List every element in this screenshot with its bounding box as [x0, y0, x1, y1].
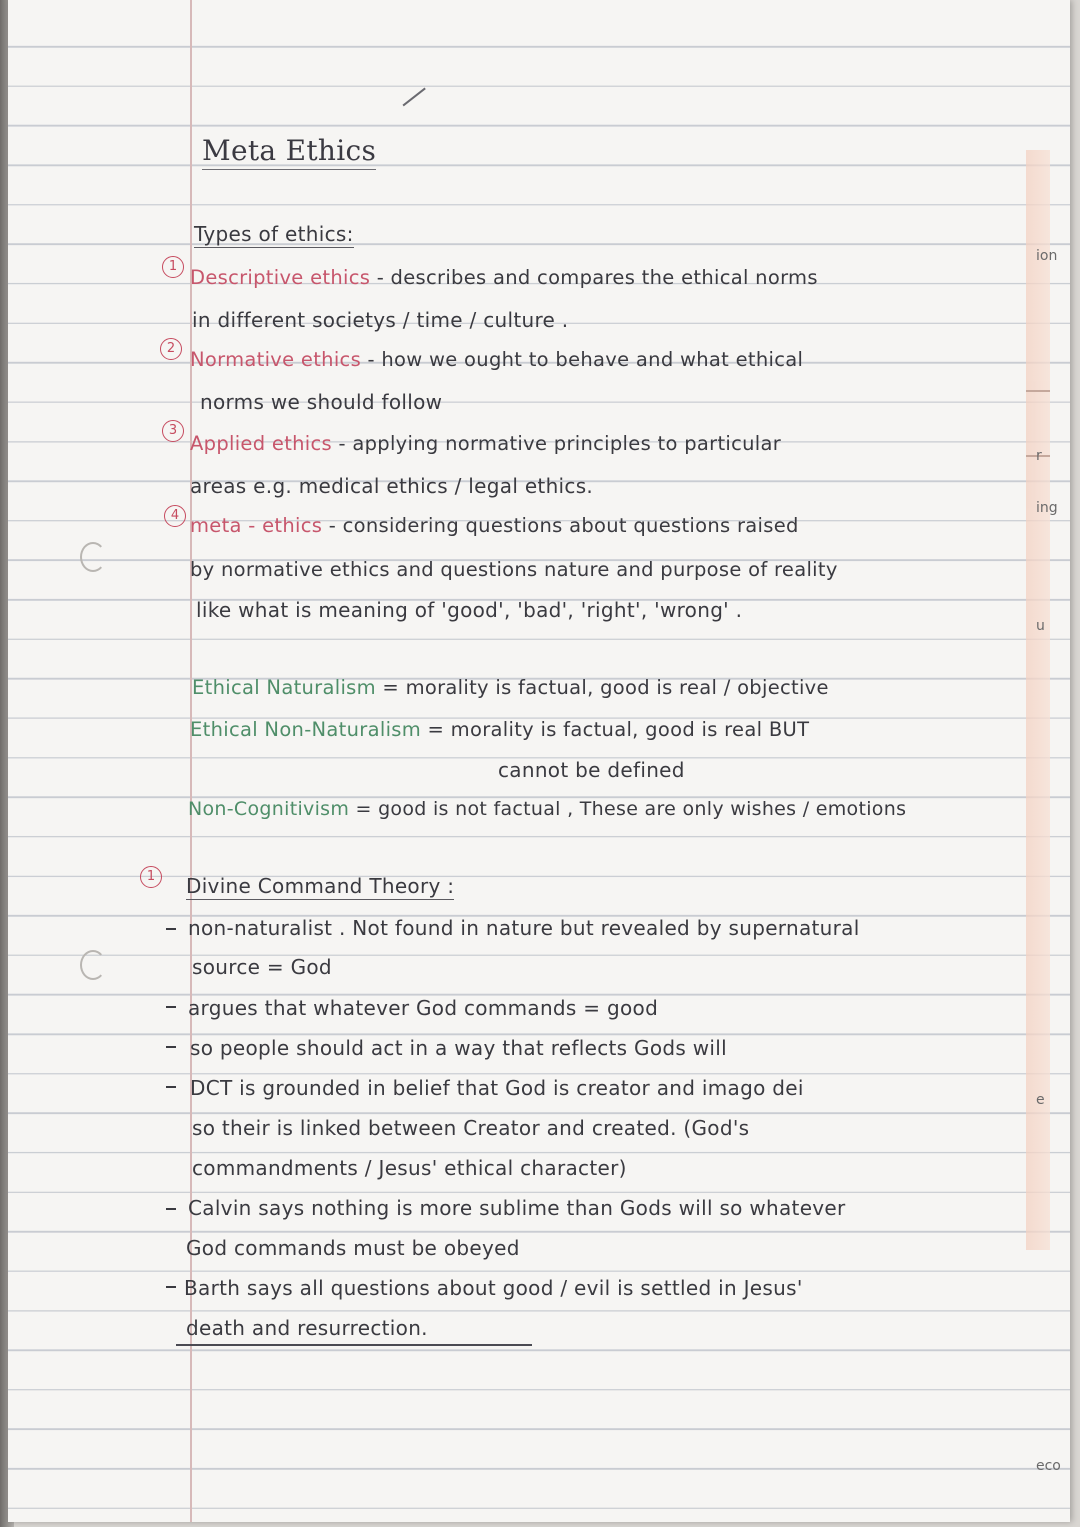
number-circle: 3 [162, 420, 184, 442]
theory-term: Ethical Naturalism [192, 676, 376, 699]
edge-text: ing [1036, 500, 1058, 516]
theory-item [190, 718, 809, 741]
bullet-dash [166, 1046, 176, 1048]
theory-definition-continuation: cannot be defined [498, 758, 685, 782]
bullet-dash [166, 1208, 176, 1210]
list-item-continuation: by normative ethics and questions nature and purpose of reality [190, 558, 838, 581]
term: meta - ethics [190, 514, 323, 537]
edge-text: u [1036, 618, 1045, 634]
page-title: Meta Ethics [202, 134, 376, 170]
bullet-line: God commands must be obeyed [186, 1236, 520, 1260]
list-item [190, 266, 818, 289]
term: Descriptive ethics [190, 266, 371, 289]
bullet-line: non-naturalist . Not found in nature but revealed by supernatural [188, 916, 860, 940]
bullet-line: death and resurrection. [186, 1316, 428, 1340]
term: Applied ethics [190, 432, 333, 455]
definition: - describes and compares the ethical norms [370, 266, 818, 289]
number-circle: 1 [140, 866, 162, 888]
list-item-continuation: like what is meaning of 'good', 'bad', 'right', 'wrong' . [196, 598, 743, 622]
bullet-line: Calvin says nothing is more sublime than Gods will so whatever [188, 1196, 846, 1220]
theory-item [188, 798, 906, 820]
punch-hole [80, 950, 106, 980]
punch-hole [80, 542, 106, 572]
bullet-dash [166, 928, 176, 930]
list-item [190, 514, 799, 537]
bullet-dash [166, 1286, 176, 1288]
edge-text: e [1036, 1092, 1045, 1108]
bullet-line: so people should act in a way that reflects Gods will [190, 1036, 727, 1060]
theory-definition: = morality is factual, good is real / objective [375, 676, 829, 699]
theory-definition: = morality is factual, good is real BUT [421, 718, 810, 741]
bullet-line: DCT is grounded in belief that God is creator and imago dei [190, 1076, 804, 1100]
bullet-line: so their is linked between Creator and created. (God's [192, 1116, 750, 1140]
edge-text: eco [1036, 1458, 1061, 1474]
bullet-line: source = God [192, 955, 332, 979]
page-tab-strip [1026, 150, 1050, 1250]
list-item [190, 348, 803, 371]
definition: - considering questions about questions raised [322, 514, 799, 537]
bullet-line: Barth says all questions about good / evil is settled in Jesus' [184, 1276, 803, 1300]
edge-text: r [1036, 448, 1042, 464]
theory-term: Non-Cognitivism [188, 798, 350, 820]
theory-definition: = good is not factual , These are only wishes / emotions [349, 798, 907, 820]
list-item-continuation: norms we should follow [200, 390, 443, 414]
list-item [190, 432, 781, 455]
list-item-continuation: areas e.g. medical ethics / legal ethics. [190, 474, 594, 498]
number-circle: 1 [162, 256, 184, 278]
theory-item [192, 676, 829, 699]
section-heading: Divine Command Theory : [186, 874, 455, 898]
number-circle: 4 [164, 505, 186, 527]
term: Normative ethics [190, 348, 362, 371]
underline-rule [176, 1344, 532, 1346]
edge-text: ion [1036, 248, 1058, 264]
definition: - applying normative principles to particular [332, 432, 782, 455]
list-item-continuation: in different societys / time / culture . [192, 308, 569, 332]
definition: - how we ought to behave and what ethical [361, 348, 804, 371]
bullet-line: commandments / Jesus' ethical character) [192, 1156, 627, 1180]
number-circle: 2 [160, 338, 182, 360]
bullet-dash [166, 1006, 176, 1008]
bullet-line: argues that whatever God commands = good [188, 996, 659, 1020]
bullet-dash [166, 1086, 176, 1088]
theory-term: Ethical Non-Naturalism [190, 718, 422, 741]
types-heading: Types of ethics: [194, 222, 354, 246]
